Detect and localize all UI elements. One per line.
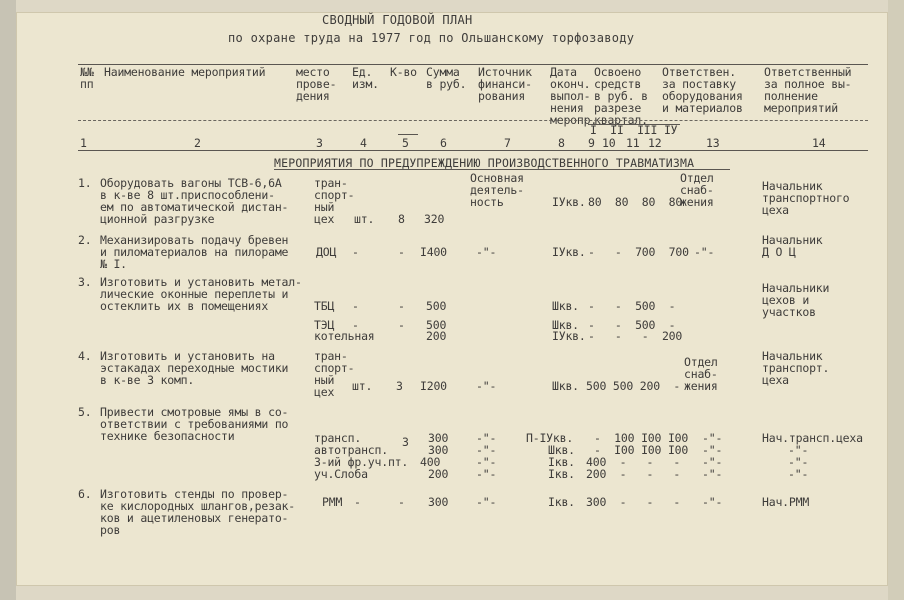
header-bottom-line — [78, 150, 868, 151]
colnum-5: 5 — [402, 136, 409, 150]
row-5-qty: 3 — [402, 435, 409, 449]
short-line — [398, 134, 418, 135]
row-4-quarters: 500 500 200 - — [586, 379, 681, 393]
row-1-num: 1. — [78, 176, 92, 190]
row-2-qty: - — [398, 245, 405, 259]
header-col-7: Источник финанси- рования — [478, 65, 532, 103]
row-5-num: 5. — [78, 405, 92, 419]
row-1-qty: 8 — [398, 212, 405, 226]
row-3c-sum: 200 — [426, 329, 447, 343]
row-3a-quarters: - - 500 - — [588, 299, 676, 313]
row-2-sum: I400 — [420, 245, 447, 259]
row-3c-place: котельная — [314, 329, 375, 343]
header-col-5: К-во — [390, 65, 417, 79]
row-5c-resp: -"- — [788, 455, 809, 469]
row-2-place: ДОЦ — [316, 245, 337, 259]
row-3-text: Изготовить и установить метал- лические оконные переплеты и остеклить их в помещениях — [100, 275, 302, 313]
row-4-unit: шт. — [352, 379, 373, 393]
row-6-quarters: 300 - - - — [586, 495, 681, 509]
row-5-resp: Нач.трансп.цеха — [762, 431, 863, 445]
header-col-13: Ответствен. за поставку оборудования и материалов — [662, 65, 743, 115]
row-3b-place: ТЭЦ — [314, 318, 335, 332]
row-2-unit: - — [352, 245, 359, 259]
row-5b-supply: -"- — [702, 443, 723, 457]
row-5b-date: Шкв. — [548, 443, 575, 457]
row-3a-qty: - — [398, 299, 405, 313]
row-5c-sum: 400 — [420, 455, 441, 469]
row-1-quarters: 80 80 80 80 — [588, 195, 683, 209]
row-4-text: Изготовить и установить на эстакадах переходные мостики в к-ве 3 комп. — [100, 349, 289, 387]
row-5a-supply: -"- — [702, 431, 723, 445]
row-3b-sum: 500 — [426, 318, 447, 332]
row-3-resp: Начальники цехов и участков — [762, 281, 830, 319]
colnum-4: 4 — [360, 136, 367, 150]
row-5d-place: уч.Слоба — [314, 467, 368, 481]
row-2-text: Механизировать подачу бревен и пиломатериалов на пилораме № I. — [100, 233, 289, 271]
row-4-resp: Начальник транспорт. цеха — [762, 349, 830, 387]
header-col-2: Наименование мероприятий — [104, 65, 266, 79]
row-4-qty: 3 — [396, 379, 403, 393]
colnum-14: 14 — [812, 136, 826, 150]
row-5c-supply: -"- — [702, 455, 723, 469]
row-5a-source: -"- — [476, 431, 497, 445]
row-3-num: 3. — [78, 275, 92, 289]
row-5d-date: Iкв. — [548, 467, 575, 481]
row-5d-quarters: 200 - - - — [586, 467, 681, 481]
row-6-qty: - — [398, 495, 405, 509]
row-3a-sum: 500 — [426, 299, 447, 313]
colnum-6: 6 — [440, 136, 447, 150]
row-2-supply: -"- — [694, 245, 715, 259]
row-6-supply: -"- — [702, 495, 723, 509]
scan-border-right — [888, 0, 904, 600]
row-3a-place: ТБЦ — [314, 299, 335, 313]
scan-border-left — [0, 0, 16, 600]
row-5b-source: -"- — [476, 443, 497, 457]
row-1-resp: Начальник транспортного цеха — [762, 179, 850, 217]
row-1-supply: Отдел снаб- жения — [680, 171, 714, 209]
row-3b-quarters: - - 500 - — [588, 318, 676, 332]
colnum-10: 10 — [602, 136, 616, 150]
row-6-unit: - — [354, 495, 361, 509]
header-col-9-12: Освоено средств в руб. в разрезе квартал. — [594, 65, 648, 127]
colnum-7: 7 — [504, 136, 511, 150]
row-5b-quarters: - I00 I00 I00 — [594, 443, 689, 457]
row-6-sum: 300 — [428, 495, 449, 509]
colnum-8: 8 — [558, 136, 565, 150]
row-4-num: 4. — [78, 349, 92, 363]
header-col-8: Дата оконч. выпол- нения меропр. — [550, 65, 598, 127]
row-5a-sum: 300 — [428, 431, 449, 445]
row-5b-sum: 300 — [428, 443, 449, 457]
row-5a-quarters: - 100 I00 I00 — [594, 431, 689, 445]
row-3b-unit: - — [352, 318, 359, 332]
row-1-text: Оборудовать вагоны ТСВ-6,6А в к-ве 8 шт.приспособлени- ем по автоматической дистан- ционной разгрузке — [100, 176, 289, 226]
row-4-source: -"- — [476, 379, 497, 393]
row-5c-date: Iкв. — [548, 455, 575, 469]
header-col-3: место прове- дения — [296, 65, 337, 103]
row-2-num: 2. — [78, 233, 92, 247]
row-6-source: -"- — [476, 495, 497, 509]
header-col-1: №№ пп — [80, 65, 94, 91]
colnum-3: 3 — [316, 136, 323, 150]
row-5d-resp: -"- — [788, 467, 809, 481]
row-6-resp: Нач.РММ — [762, 495, 810, 509]
row-1-place: тран- спорт- ный цех — [314, 176, 355, 226]
row-1-unit: шт. — [354, 212, 375, 226]
row-5c-place: 3-ий фр.уч.пт. — [314, 455, 409, 469]
row-5b-place: автотрансп. — [314, 443, 388, 457]
row-6-date: Iкв. — [548, 495, 575, 509]
colnum-9: 9 — [588, 136, 595, 150]
row-2-resp: Начальник Д О Ц — [762, 233, 823, 259]
quarters-header: I II III IУ — [590, 123, 678, 137]
row-4-date: Шкв. — [552, 379, 579, 393]
row-6-place: РММ — [322, 495, 343, 509]
section-title: МЕРОПРИЯТИЯ ПО ПРЕДУПРЕЖДЕНИЮ ПРОИЗВОДСТВЕННОГО ТРАВМАТИЗМА — [274, 156, 695, 170]
row-5a-date: П-IУкв. — [526, 431, 574, 445]
header-col-14: Ответственный за полное вы- полнение мероприятий — [764, 65, 852, 115]
header-col-4: Ед. изм. — [352, 65, 379, 91]
row-6-num: 6. — [78, 487, 92, 501]
row-3b-date: Шкв. — [552, 318, 579, 332]
row-1-source: Основная деятель- ность — [470, 171, 524, 209]
colnum-2: 2 — [194, 136, 201, 150]
row-2-quarters: - - 700 700 — [588, 245, 689, 259]
row-3c-quarters: - - - 200 — [588, 329, 683, 343]
colnum-12: 12 — [648, 136, 662, 150]
colnum-1: 1 — [80, 136, 87, 150]
row-5d-sum: 200 — [428, 467, 449, 481]
row-5c-quarters: 400 - - - — [586, 455, 681, 469]
row-5a-place: трансп. — [314, 431, 362, 445]
row-3a-unit: - — [352, 299, 359, 313]
colnum-13: 13 — [706, 136, 720, 150]
row-5-text: Привести смотровые ямы в со- ответствии с требованиями по технике безопасности — [100, 405, 289, 443]
section-underline — [274, 169, 730, 170]
header-col-6: Сумма в руб. — [426, 65, 467, 91]
colnum-11: 11 — [626, 136, 640, 150]
row-5c-source: -"- — [476, 455, 497, 469]
row-2-source: -"- — [476, 245, 497, 259]
row-5d-source: -"- — [476, 467, 497, 481]
row-2-date: IУкв. — [552, 245, 586, 259]
row-6-text: Изготовить стенды по провер- ке кислородных шлангов,резак- ков и ацетиленовых генерато- ров — [100, 487, 295, 537]
row-5b-resp: -"- — [788, 443, 809, 457]
document-subtitle: по охране труда на 1977 год по Ольшанскому торфозаводу — [228, 31, 635, 45]
document-title: СВОДНЫЙ ГОДОВОЙ ПЛАН — [322, 13, 473, 27]
row-4-place: тран- спорт- ный цех — [314, 349, 355, 399]
row-3c-date: IУкв. — [552, 329, 586, 343]
row-1-date: IУкв. — [552, 195, 586, 209]
row-4-sum: I200 — [420, 379, 447, 393]
row-3a-date: Шкв. — [552, 299, 579, 313]
row-3b-qty: - — [398, 318, 405, 332]
row-4-supply: Отдел снаб- жения — [684, 355, 718, 393]
row-1-sum: 320 — [424, 212, 445, 226]
header-dashed-line — [78, 120, 868, 121]
row-5d-supply: -"- — [702, 467, 723, 481]
